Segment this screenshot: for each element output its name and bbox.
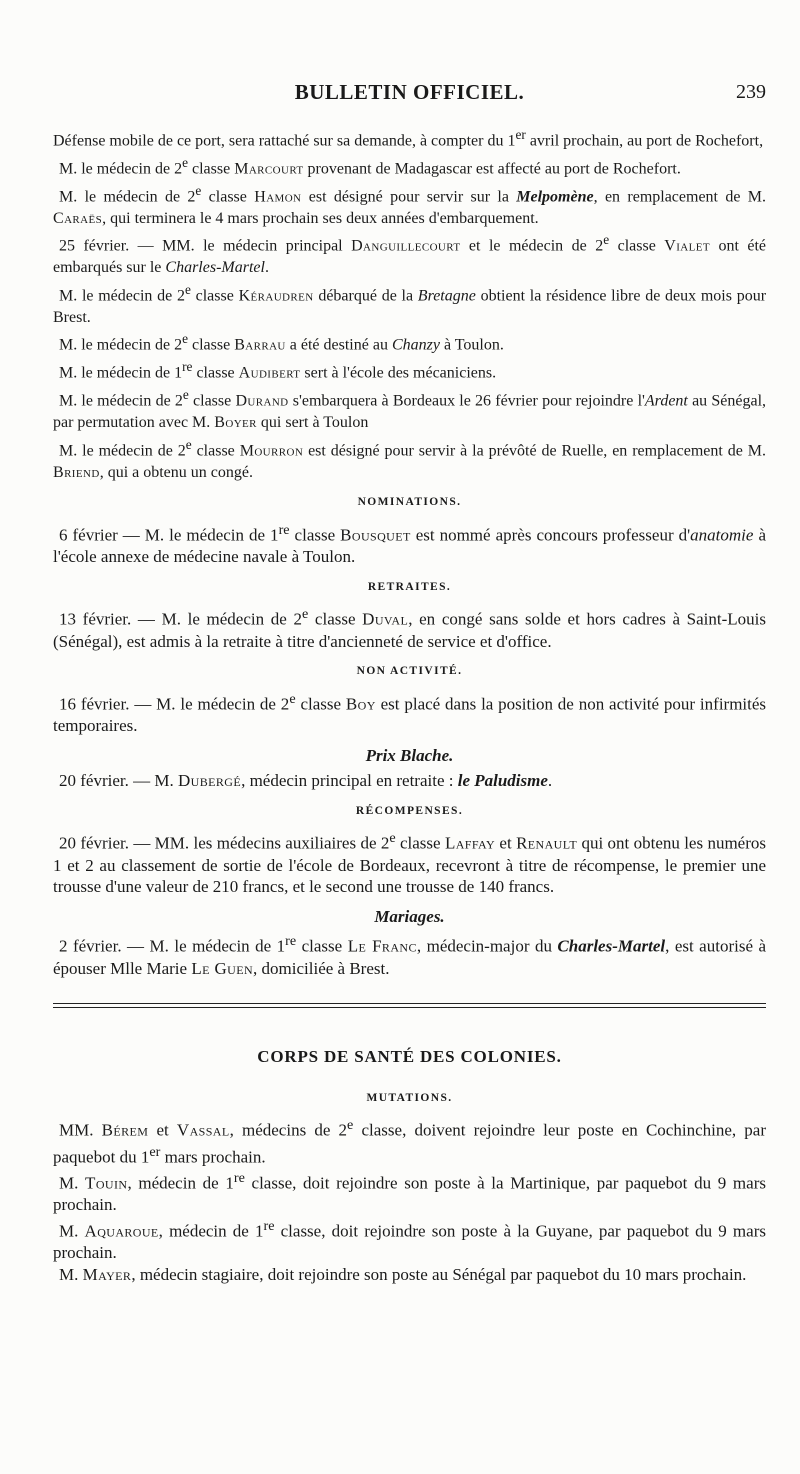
divider-rule-top [53,1003,766,1004]
paragraph-aquaroue: M. Aquaroue, médecin de 1re classe, doit rejoindre son poste à la Guyane, par paquebot du 9 mars prochain. [53,1217,766,1263]
section-title-colonies: CORPS DE SANTÉ DES COLONIES. [257,1047,562,1067]
paragraph-defense-mobile: Défense mobile de ce port, sera rattaché sur sa demande, à compter du 1er avril prochain, au port de Rochefort, [53,127,764,150]
page-number: 239 [736,81,766,103]
heading-prix-blache: Prix Blache. [365,745,454,765]
divider-rule-bottom [53,1007,766,1008]
paragraph-le-franc: 2 février. — M. le médecin de 1re classe Le Franc, médecin-major du Charles-Martel, est autorisé à épouser Mlle Marie Le Guen, domiciliée à Brest. [53,933,767,978]
paragraph-duval: 13 février. — M. le médecin de 2e classe Duval, en congé sans solde et hors cadres à Saint-Louis (Sénégal), est admis à la retraite à titre d'ancienneté de service et d'office. [53,606,767,651]
heading-recompenses: RÉCOMPENSES. [355,804,464,817]
paragraph-hamon: M. le médecin de 2e classe Hamon est désigné pour servir sur la Melpomène, en remplacement de M. Caraës, qui terminera le 4 mars prochain ses deux années d'embarquement. [53,182,767,227]
heading-nominations: NOMINATIONS. [357,496,462,509]
paragraph-mayer: M. Mayer, médecin stagiaire, doit rejoindre son poste au Sénégal par paquebot du 10 mars prochain. [59,1264,747,1284]
section-divider [53,1003,766,1008]
heading-mariages: Mariages. [374,906,445,926]
paragraph-barrau: M. le médecin de 2e classe Barrau a été destiné au Chanzy à Toulon. [59,331,504,354]
heading-non-activite: NON ACTIVITÉ. [356,665,463,678]
paragraph-audibert: M. le médecin de 1re classe Audibert sert à l'école des mécaniciens. [59,359,497,382]
running-head [53,80,766,110]
heading-mutations: MUTATIONS. [366,1091,453,1104]
paragraph-marcourt: M. le médecin de 2e classe Marcourt provenant de Madagascar est affecté au port de Rochefort. [59,154,681,178]
heading-retraites: RETRAITES. [367,580,452,593]
paragraph-25-fevrier: 25 février. — MM. le médecin principal Danguillecourt et le médecin de 2e classe Vialet ont été embarqués sur le Charles-Martel. [53,232,767,277]
paragraph-bousquet: 6 février — M. le médecin de 1re classe Bousquet est nommé après concours professeur d'anatomie à l'école annexe de médecine navale à Toulon. [53,521,766,567]
paragraph-duberge: 20 février. — M. Dubergé, médecin principal en retraite : le Paludisme. [59,771,553,791]
paragraph-laffay-renault: 20 février. — MM. les médecins auxiliaires de 2e classe Laffay et Renault qui ont obtenu les numéros 1 et 2 au classement de sortie de l'école de Bordeaux, recevront à titre de récompense, le premier une trousse d'une valeur de 210 francs, et le second une trousse de 140 francs. [53,830,766,897]
paragraph-keraudren: M. le médecin de 2e classe Kéraudren débarqué de la Bretagne obtient la résidence libre de deux mois pour Brest. [53,281,767,326]
paragraph-mourron: M. le médecin de 2e classe Mourron est désigné pour servir à la prévôté de Ruelle, en remplacement de M. Briend, qui a obtenu un congé. [53,436,766,481]
paragraph-boy: 16 février. — M. le médecin de 2e classe Boy est placé dans la position de non activité pour infirmités temporaires. [53,690,767,735]
page-header-title: BULLETIN OFFICIEL. [294,80,525,104]
paragraph-berem-vassal: MM. Bérem et Vassal, médecins de 2e classe, doivent rejoindre leur poste en Cochinchine, par paquebot du 1er mars prochain. [53,1117,766,1167]
document-body [53,124,766,1285]
paragraph-durand: M. le médecin de 2e classe Durand s'embarquera à Bordeaux le 26 février pour rejoindre l'Ardent au Sénégal, par permutation avec M. Boyer qui sert à Toulon [53,387,767,432]
paragraph-touin: M. Touin, médecin de 1re classe, doit rejoindre son poste à la Martinique, par paquebot du 9 mars prochain. [53,1169,766,1215]
